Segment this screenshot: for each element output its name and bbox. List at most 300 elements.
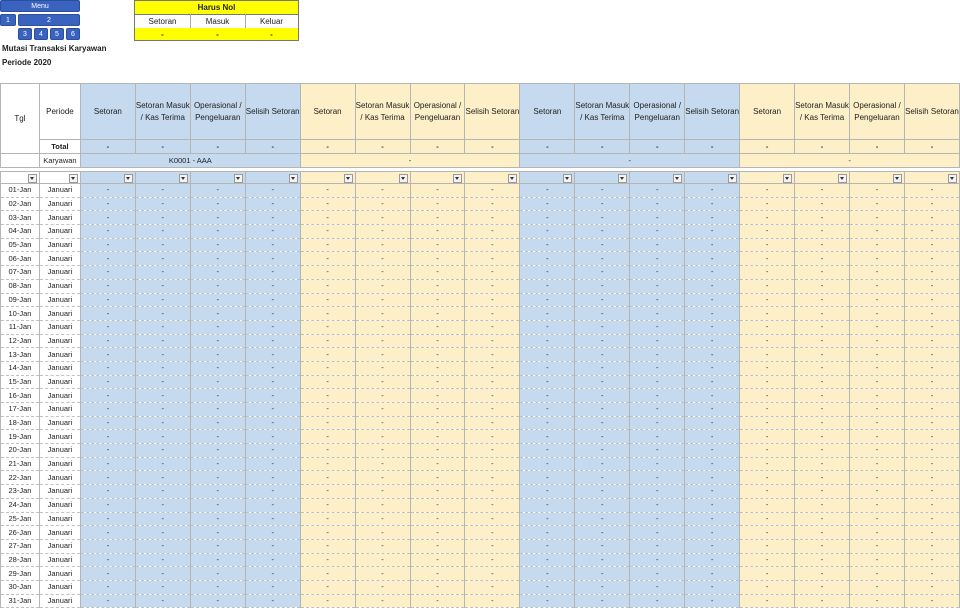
value-cell[interactable]: - [245, 471, 300, 485]
value-cell[interactable]: - [795, 498, 850, 512]
filter-dropdown-icon[interactable] [673, 174, 682, 183]
value-cell[interactable]: - [465, 266, 520, 280]
value-cell[interactable]: - [135, 457, 190, 471]
value-cell[interactable]: - [685, 430, 740, 444]
value-cell[interactable]: - [465, 539, 520, 553]
value-cell[interactable]: - [575, 389, 630, 403]
value-cell[interactable]: - [849, 430, 904, 444]
value-cell[interactable]: - [904, 485, 959, 499]
value-cell[interactable]: - [245, 334, 300, 348]
value-cell[interactable]: - [80, 498, 135, 512]
value-cell[interactable]: - [300, 580, 355, 594]
value-cell[interactable]: - [520, 197, 575, 211]
value-cell[interactable]: - [904, 252, 959, 266]
value-cell[interactable]: - [575, 375, 630, 389]
value-cell[interactable]: - [740, 498, 795, 512]
value-cell[interactable]: - [575, 279, 630, 293]
value-cell[interactable]: - [135, 430, 190, 444]
value-cell[interactable]: - [80, 539, 135, 553]
value-cell[interactable]: - [245, 238, 300, 252]
value-cell[interactable]: - [849, 512, 904, 526]
value-cell[interactable]: - [245, 348, 300, 362]
filter-dropdown-icon[interactable] [783, 174, 792, 183]
karyawan-value[interactable]: - [300, 154, 520, 168]
value-cell[interactable]: - [245, 416, 300, 430]
value-cell[interactable]: - [849, 197, 904, 211]
value-cell[interactable]: - [410, 580, 465, 594]
filter-dropdown-icon[interactable] [234, 174, 243, 183]
value-cell[interactable]: - [904, 580, 959, 594]
value-cell[interactable]: - [849, 375, 904, 389]
value-cell[interactable]: - [520, 403, 575, 417]
value-cell[interactable]: - [740, 471, 795, 485]
value-cell[interactable]: - [465, 512, 520, 526]
sheet-2-button[interactable]: 2 [18, 14, 80, 26]
value-cell[interactable]: - [630, 348, 685, 362]
value-cell[interactable]: - [795, 416, 850, 430]
value-cell[interactable]: - [904, 266, 959, 280]
value-cell[interactable]: - [630, 197, 685, 211]
value-cell[interactable]: - [849, 184, 904, 198]
value-cell[interactable]: - [685, 293, 740, 307]
value-cell[interactable]: - [190, 307, 245, 321]
value-cell[interactable]: - [410, 279, 465, 293]
value-cell[interactable]: - [410, 211, 465, 225]
value-cell[interactable]: - [740, 553, 795, 567]
value-cell[interactable]: - [80, 211, 135, 225]
value-cell[interactable]: - [300, 444, 355, 458]
value-cell[interactable]: - [849, 471, 904, 485]
value-cell[interactable]: - [520, 238, 575, 252]
value-cell[interactable]: - [520, 334, 575, 348]
value-cell[interactable]: - [410, 334, 465, 348]
value-cell[interactable]: - [135, 293, 190, 307]
value-cell[interactable]: - [300, 553, 355, 567]
value-cell[interactable]: - [190, 225, 245, 239]
filter-dropdown-icon[interactable] [69, 174, 78, 183]
value-cell[interactable]: - [904, 279, 959, 293]
value-cell[interactable]: - [795, 485, 850, 499]
value-cell[interactable]: - [245, 184, 300, 198]
value-cell[interactable]: - [300, 512, 355, 526]
value-cell[interactable]: - [740, 279, 795, 293]
value-cell[interactable]: - [300, 526, 355, 540]
value-cell[interactable]: - [300, 567, 355, 581]
value-cell[interactable]: - [245, 512, 300, 526]
value-cell[interactable]: - [849, 320, 904, 334]
value-cell[interactable]: - [410, 553, 465, 567]
value-cell[interactable]: - [135, 444, 190, 458]
value-cell[interactable]: - [520, 225, 575, 239]
sheet-6-button[interactable]: 6 [66, 28, 80, 40]
value-cell[interactable]: - [740, 444, 795, 458]
value-cell[interactable]: - [135, 334, 190, 348]
value-cell[interactable]: - [904, 361, 959, 375]
value-cell[interactable]: - [795, 403, 850, 417]
value-cell[interactable]: - [849, 539, 904, 553]
value-cell[interactable]: - [520, 580, 575, 594]
value-cell[interactable]: - [190, 416, 245, 430]
value-cell[interactable]: - [135, 225, 190, 239]
value-cell[interactable]: - [355, 334, 410, 348]
value-cell[interactable]: - [355, 580, 410, 594]
value-cell[interactable]: - [849, 307, 904, 321]
value-cell[interactable]: - [355, 348, 410, 362]
value-cell[interactable]: - [410, 197, 465, 211]
value-cell[interactable]: - [904, 320, 959, 334]
value-cell[interactable]: - [465, 580, 520, 594]
filter-dropdown-icon[interactable] [563, 174, 572, 183]
value-cell[interactable]: - [245, 320, 300, 334]
value-cell[interactable]: - [685, 266, 740, 280]
value-cell[interactable]: - [355, 252, 410, 266]
value-cell[interactable]: - [300, 375, 355, 389]
value-cell[interactable]: - [849, 526, 904, 540]
value-cell[interactable]: - [795, 553, 850, 567]
value-cell[interactable]: - [245, 580, 300, 594]
value-cell[interactable]: - [410, 444, 465, 458]
value-cell[interactable]: - [80, 293, 135, 307]
value-cell[interactable]: - [849, 498, 904, 512]
value-cell[interactable]: - [80, 361, 135, 375]
value-cell[interactable]: - [575, 238, 630, 252]
value-cell[interactable]: - [630, 184, 685, 198]
value-cell[interactable]: - [685, 334, 740, 348]
value-cell[interactable]: - [245, 539, 300, 553]
value-cell[interactable]: - [849, 580, 904, 594]
value-cell[interactable]: - [520, 320, 575, 334]
value-cell[interactable]: - [190, 293, 245, 307]
value-cell[interactable]: - [410, 238, 465, 252]
value-cell[interactable]: - [355, 526, 410, 540]
value-cell[interactable]: - [465, 485, 520, 499]
value-cell[interactable]: - [630, 526, 685, 540]
value-cell[interactable]: - [355, 457, 410, 471]
value-cell[interactable]: - [135, 252, 190, 266]
value-cell[interactable]: - [190, 498, 245, 512]
value-cell[interactable]: - [904, 389, 959, 403]
value-cell[interactable]: - [355, 307, 410, 321]
value-cell[interactable]: - [190, 526, 245, 540]
value-cell[interactable]: - [904, 457, 959, 471]
value-cell[interactable]: - [630, 471, 685, 485]
value-cell[interactable]: - [135, 348, 190, 362]
value-cell[interactable]: - [740, 430, 795, 444]
value-cell[interactable]: - [685, 279, 740, 293]
value-cell[interactable]: - [465, 348, 520, 362]
value-cell[interactable]: - [300, 389, 355, 403]
value-cell[interactable]: - [300, 430, 355, 444]
value-cell[interactable]: - [135, 403, 190, 417]
value-cell[interactable]: - [355, 485, 410, 499]
karyawan-value[interactable]: - [740, 154, 960, 168]
value-cell[interactable]: - [630, 539, 685, 553]
value-cell[interactable]: - [80, 375, 135, 389]
value-cell[interactable]: - [245, 430, 300, 444]
value-cell[interactable]: - [80, 279, 135, 293]
value-cell[interactable]: - [575, 197, 630, 211]
value-cell[interactable]: - [630, 211, 685, 225]
value-cell[interactable]: - [740, 526, 795, 540]
value-cell[interactable]: - [465, 211, 520, 225]
value-cell[interactable]: - [135, 567, 190, 581]
value-cell[interactable]: - [410, 471, 465, 485]
value-cell[interactable]: - [355, 375, 410, 389]
value-cell[interactable]: - [520, 211, 575, 225]
value-cell[interactable]: - [575, 444, 630, 458]
value-cell[interactable]: - [795, 430, 850, 444]
value-cell[interactable]: - [300, 211, 355, 225]
value-cell[interactable]: - [245, 526, 300, 540]
value-cell[interactable]: - [465, 567, 520, 581]
value-cell[interactable]: - [80, 512, 135, 526]
value-cell[interactable]: - [245, 197, 300, 211]
value-cell[interactable]: - [520, 471, 575, 485]
value-cell[interactable]: - [630, 375, 685, 389]
value-cell[interactable]: - [849, 457, 904, 471]
value-cell[interactable]: - [465, 361, 520, 375]
value-cell[interactable]: - [520, 389, 575, 403]
value-cell[interactable]: - [630, 580, 685, 594]
value-cell[interactable]: - [135, 580, 190, 594]
value-cell[interactable]: - [245, 444, 300, 458]
value-cell[interactable]: - [465, 184, 520, 198]
value-cell[interactable]: - [795, 512, 850, 526]
value-cell[interactable]: - [904, 403, 959, 417]
value-cell[interactable]: - [795, 293, 850, 307]
value-cell[interactable]: - [685, 211, 740, 225]
value-cell[interactable]: - [795, 457, 850, 471]
value-cell[interactable]: - [795, 375, 850, 389]
value-cell[interactable]: - [190, 389, 245, 403]
value-cell[interactable]: - [795, 307, 850, 321]
value-cell[interactable]: - [245, 211, 300, 225]
value-cell[interactable]: - [630, 553, 685, 567]
value-cell[interactable]: - [80, 389, 135, 403]
value-cell[interactable]: - [740, 389, 795, 403]
value-cell[interactable]: - [465, 197, 520, 211]
value-cell[interactable]: - [410, 266, 465, 280]
value-cell[interactable]: - [575, 580, 630, 594]
value-cell[interactable]: - [80, 403, 135, 417]
value-cell[interactable]: - [904, 594, 959, 608]
menu-button[interactable]: Menu [0, 0, 80, 12]
value-cell[interactable]: - [849, 567, 904, 581]
value-cell[interactable]: - [575, 539, 630, 553]
value-cell[interactable]: - [135, 526, 190, 540]
value-cell[interactable]: - [685, 485, 740, 499]
value-cell[interactable]: - [575, 184, 630, 198]
value-cell[interactable]: - [355, 403, 410, 417]
value-cell[interactable]: - [904, 184, 959, 198]
value-cell[interactable]: - [410, 512, 465, 526]
value-cell[interactable]: - [80, 238, 135, 252]
value-cell[interactable]: - [355, 279, 410, 293]
value-cell[interactable]: - [520, 416, 575, 430]
value-cell[interactable]: - [520, 512, 575, 526]
value-cell[interactable]: - [630, 389, 685, 403]
filter-dropdown-icon[interactable] [893, 174, 902, 183]
value-cell[interactable]: - [630, 225, 685, 239]
value-cell[interactable]: - [904, 225, 959, 239]
value-cell[interactable]: - [135, 320, 190, 334]
value-cell[interactable]: - [795, 526, 850, 540]
value-cell[interactable]: - [630, 457, 685, 471]
value-cell[interactable]: - [465, 416, 520, 430]
value-cell[interactable]: - [80, 485, 135, 499]
value-cell[interactable]: - [410, 485, 465, 499]
value-cell[interactable]: - [575, 594, 630, 608]
value-cell[interactable]: - [740, 580, 795, 594]
value-cell[interactable]: - [300, 457, 355, 471]
value-cell[interactable]: - [849, 416, 904, 430]
value-cell[interactable]: - [300, 361, 355, 375]
value-cell[interactable]: - [410, 361, 465, 375]
value-cell[interactable]: - [685, 375, 740, 389]
value-cell[interactable]: - [300, 348, 355, 362]
value-cell[interactable]: - [355, 197, 410, 211]
value-cell[interactable]: - [520, 567, 575, 581]
value-cell[interactable]: - [575, 471, 630, 485]
value-cell[interactable]: - [190, 580, 245, 594]
value-cell[interactable]: - [849, 266, 904, 280]
value-cell[interactable]: - [355, 553, 410, 567]
value-cell[interactable]: - [80, 457, 135, 471]
value-cell[interactable]: - [575, 334, 630, 348]
value-cell[interactable]: - [465, 526, 520, 540]
value-cell[interactable]: - [520, 361, 575, 375]
value-cell[interactable]: - [190, 539, 245, 553]
value-cell[interactable]: - [355, 512, 410, 526]
value-cell[interactable]: - [849, 211, 904, 225]
value-cell[interactable]: - [190, 197, 245, 211]
value-cell[interactable]: - [904, 512, 959, 526]
value-cell[interactable]: - [575, 416, 630, 430]
value-cell[interactable]: - [245, 225, 300, 239]
value-cell[interactable]: - [410, 225, 465, 239]
value-cell[interactable]: - [80, 184, 135, 198]
value-cell[interactable]: - [190, 430, 245, 444]
value-cell[interactable]: - [849, 279, 904, 293]
value-cell[interactable]: - [630, 567, 685, 581]
value-cell[interactable]: - [355, 266, 410, 280]
value-cell[interactable]: - [795, 211, 850, 225]
value-cell[interactable]: - [135, 485, 190, 499]
value-cell[interactable]: - [904, 293, 959, 307]
value-cell[interactable]: - [740, 416, 795, 430]
value-cell[interactable]: - [80, 430, 135, 444]
value-cell[interactable]: - [355, 320, 410, 334]
value-cell[interactable]: - [630, 594, 685, 608]
value-cell[interactable]: - [300, 266, 355, 280]
value-cell[interactable]: - [300, 320, 355, 334]
filter-dropdown-icon[interactable] [399, 174, 408, 183]
value-cell[interactable]: - [190, 594, 245, 608]
value-cell[interactable]: - [410, 375, 465, 389]
value-cell[interactable]: - [80, 307, 135, 321]
value-cell[interactable]: - [190, 471, 245, 485]
value-cell[interactable]: - [300, 197, 355, 211]
value-cell[interactable]: - [410, 594, 465, 608]
value-cell[interactable]: - [904, 553, 959, 567]
value-cell[interactable]: - [685, 512, 740, 526]
value-cell[interactable]: - [245, 594, 300, 608]
value-cell[interactable]: - [300, 485, 355, 499]
value-cell[interactable]: - [355, 594, 410, 608]
value-cell[interactable]: - [630, 444, 685, 458]
value-cell[interactable]: - [80, 471, 135, 485]
value-cell[interactable]: - [685, 238, 740, 252]
value-cell[interactable]: - [849, 553, 904, 567]
value-cell[interactable]: - [795, 471, 850, 485]
value-cell[interactable]: - [849, 293, 904, 307]
value-cell[interactable]: - [575, 320, 630, 334]
value-cell[interactable]: - [300, 307, 355, 321]
value-cell[interactable]: - [245, 307, 300, 321]
value-cell[interactable]: - [685, 457, 740, 471]
value-cell[interactable]: - [465, 403, 520, 417]
value-cell[interactable]: - [300, 471, 355, 485]
value-cell[interactable]: - [630, 485, 685, 499]
value-cell[interactable]: - [80, 594, 135, 608]
value-cell[interactable]: - [410, 320, 465, 334]
value-cell[interactable]: - [80, 444, 135, 458]
value-cell[interactable]: - [849, 485, 904, 499]
filter-dropdown-icon[interactable] [838, 174, 847, 183]
value-cell[interactable]: - [740, 539, 795, 553]
value-cell[interactable]: - [740, 320, 795, 334]
value-cell[interactable]: - [630, 361, 685, 375]
filter-dropdown-icon[interactable] [508, 174, 517, 183]
value-cell[interactable]: - [740, 197, 795, 211]
value-cell[interactable]: - [245, 403, 300, 417]
value-cell[interactable]: - [575, 498, 630, 512]
value-cell[interactable]: - [740, 512, 795, 526]
value-cell[interactable]: - [520, 252, 575, 266]
value-cell[interactable]: - [630, 334, 685, 348]
filter-dropdown-icon[interactable] [289, 174, 298, 183]
value-cell[interactable]: - [685, 526, 740, 540]
filter-dropdown-icon[interactable] [453, 174, 462, 183]
value-cell[interactable]: - [135, 389, 190, 403]
value-cell[interactable]: - [740, 348, 795, 362]
value-cell[interactable]: - [80, 348, 135, 362]
value-cell[interactable]: - [245, 553, 300, 567]
value-cell[interactable]: - [740, 211, 795, 225]
value-cell[interactable]: - [849, 361, 904, 375]
value-cell[interactable]: - [685, 252, 740, 266]
value-cell[interactable]: - [135, 512, 190, 526]
value-cell[interactable]: - [685, 498, 740, 512]
value-cell[interactable]: - [685, 539, 740, 553]
value-cell[interactable]: - [575, 512, 630, 526]
value-cell[interactable]: - [465, 279, 520, 293]
value-cell[interactable]: - [685, 471, 740, 485]
value-cell[interactable]: - [740, 238, 795, 252]
value-cell[interactable]: - [355, 567, 410, 581]
value-cell[interactable]: - [465, 594, 520, 608]
value-cell[interactable]: - [245, 389, 300, 403]
value-cell[interactable]: - [300, 334, 355, 348]
value-cell[interactable]: - [795, 334, 850, 348]
value-cell[interactable]: - [630, 403, 685, 417]
value-cell[interactable]: - [740, 225, 795, 239]
value-cell[interactable]: - [685, 320, 740, 334]
value-cell[interactable]: - [190, 334, 245, 348]
value-cell[interactable]: - [190, 184, 245, 198]
value-cell[interactable]: - [685, 307, 740, 321]
value-cell[interactable]: - [795, 266, 850, 280]
